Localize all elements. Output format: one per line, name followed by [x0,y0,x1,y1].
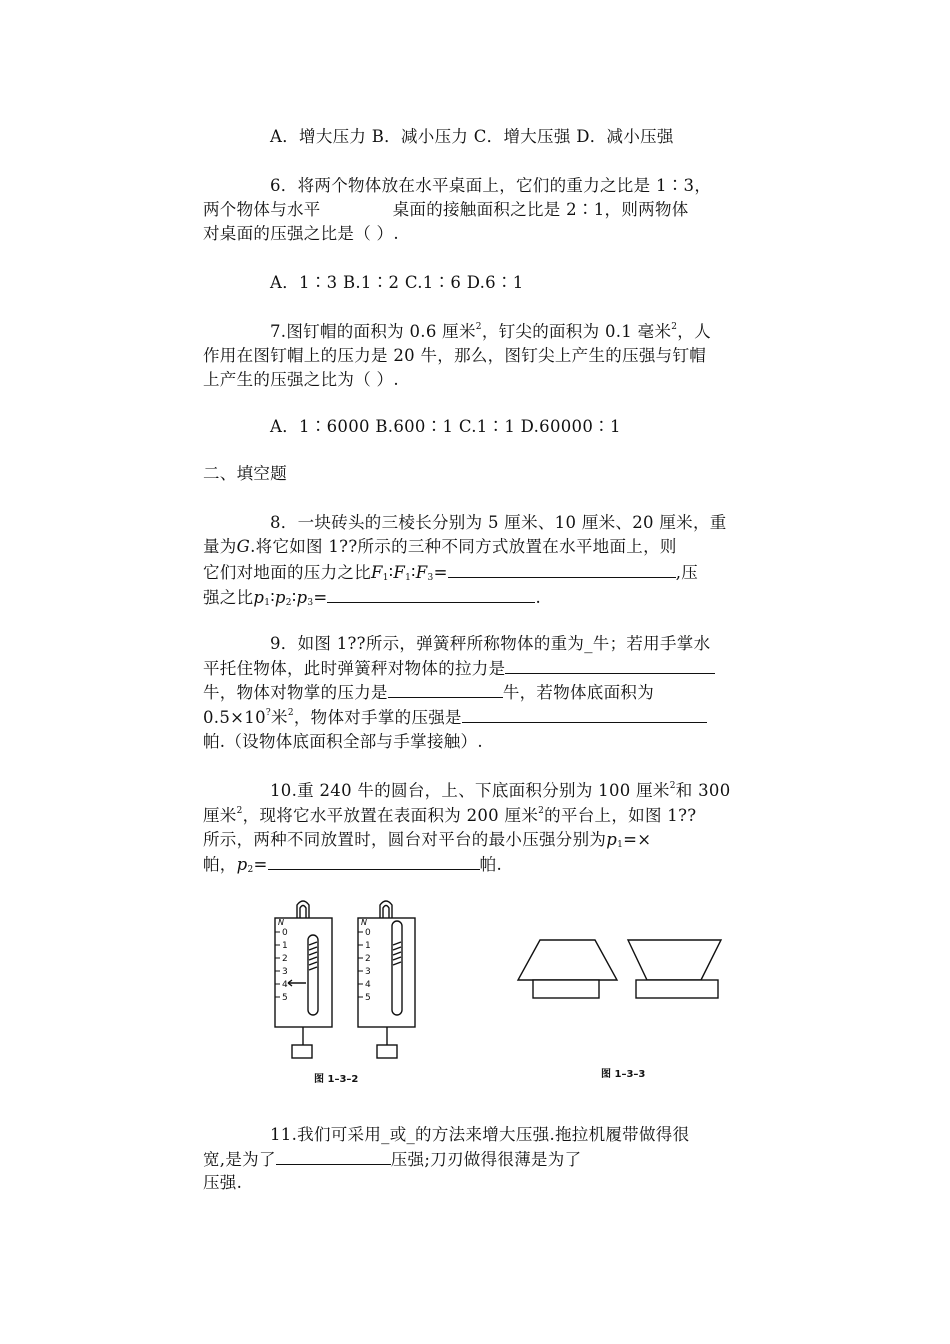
q9-line3: 牛，物体对物掌的压力是 牛，若物体底面积为 [203,683,655,702]
scale-tick-label: 5 [365,993,371,1003]
q7-line2: 作用在图钉帽上的压力是 20 牛，那么，图钉尖上产生的压强与钉帽 [203,346,707,365]
answer-blank[interactable] [276,1148,391,1165]
q6-line3: 对桌面的压强之比是（ ）. [203,224,399,243]
q8-line3: 它们对地面的压力之比$F_1∶F_1∶F_3=$ ,压 [203,563,699,583]
figure-caption: 图 1–3–3 [601,1069,646,1080]
platform [636,980,718,998]
q11-line1: 11.我们可采用_或_的方法来增大压强.拖拉机履带做得很 [270,1125,690,1144]
answer-blank[interactable] [505,657,715,674]
q5-options: A．增大压力 B．减小压力 C．增大压强 D．减小压强 [270,127,674,146]
section-title: 二、填空题 [203,464,287,483]
q8-line2: 量为G.将它如图 1??所示的三种不同方式放置在水平地面上，则 [203,537,677,556]
scale-tick-label: 3 [365,967,371,977]
q7-line3: 上产生的压强之比为（ ）. [203,370,399,389]
scale-tick-label: 2 [282,954,288,964]
answer-blank[interactable] [268,853,480,870]
hook-top [297,901,309,918]
weight-block [377,1045,397,1058]
spring-balance-figure [270,895,420,1060]
q8-line1: 8．一块砖头的三棱长分别为 5 厘米、10 厘米、20 厘米，重 [270,513,727,532]
answer-blank[interactable] [448,561,676,578]
q7-line1: 7.图钉帽的面积为 0.6 厘米$^2$，钉尖的面积为 0.1 毫米$^2$，人 [270,322,711,341]
scale-tick-label: 1 [282,941,288,951]
platform [533,980,599,998]
figure-caption: 图 1–3–2 [314,1074,359,1085]
scale-tick-label: 0 [282,928,288,938]
spring-tube [392,921,402,1015]
q11-line3: 压强. [203,1173,243,1192]
q9-line4: 0.5×10?米$^2$，物体对手掌的压强是 [203,706,707,729]
answer-blank[interactable] [462,706,707,723]
scale-tick-label: 1 [365,941,371,951]
q10-line1: 10.重 240 牛的圆台，上、下底面积分别为 100 厘米$^2$和 300 [270,781,731,800]
scale-unit: N [361,918,367,927]
q9-line2: 平托住物体，此时弹簧秤对物体的拉力是 [203,657,715,680]
weight-block [292,1045,312,1058]
q8-line4: 强之比$p_1∶p_2∶p_3=$ . [203,588,542,608]
scale-tick-label: 0 [365,928,371,938]
q6-options: A．1∶3 B.1∶2 C.1∶6 D.6∶1 [270,273,524,292]
q10-line4: 帕，$p_2=$ 帕. [203,855,503,875]
q11-line2: 宽,是为了 压强;刀刃做得很薄是为了 [203,1150,582,1169]
q9-line5: 帕.（设物体底面积全部与手掌接触）. [203,732,483,751]
q6-line1: 6．将两个物体放在水平桌面上，它们的重力之比是 1∶3， [270,176,712,195]
scale-unit: N [278,918,284,927]
frustum-figure [515,935,725,1005]
q9-line1: 9．如图 1??所示，弹簧秤所称物体的重为_牛；若用手掌水 [270,634,711,653]
q6-line2: 两个物体与水平 桌面的接触面积之比是 2∶1，则两物体 [203,200,689,219]
frustum-small-top [518,940,617,980]
answer-blank[interactable] [388,681,503,698]
q10-line2: 厘米$^2$，现将它水平放置在表面积为 200 厘米$^2$的平台上，如图 1?? [203,806,697,825]
scale-tick-label: 5 [282,993,288,1003]
scale-tick-label: 4 [282,980,288,990]
scale-tick-label: 3 [282,967,288,977]
q10-line3: 所示，两种不同放置时，圆台对平台的最小压强分别为$p_1=\times$ [203,830,652,850]
q7-options: A．1∶6000 B.600∶1 C.1∶1 D.60000∶1 [270,417,621,436]
scale-tick-label: 2 [365,954,371,964]
frustum-large-top [628,940,721,980]
answer-blank[interactable] [327,586,535,603]
scale-tick-label: 4 [365,980,371,990]
